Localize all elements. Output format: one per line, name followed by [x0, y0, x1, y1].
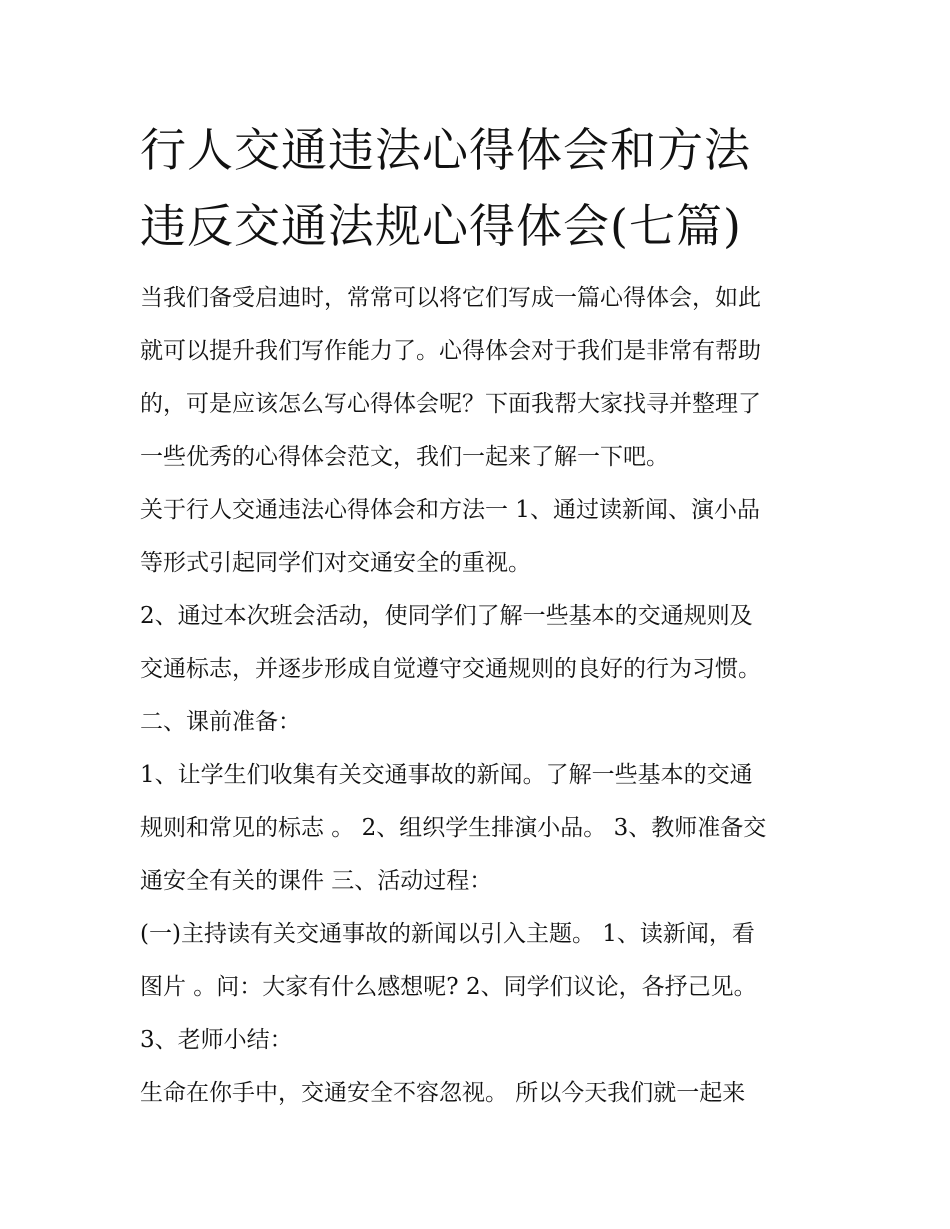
- body-line: 规则和常见的标志 。 2、组织学生排演小品。 3、教师准备交: [140, 815, 767, 841]
- body-line: 通安全有关的课件 三、活动过程：: [140, 868, 493, 894]
- body-line: 就可以提升我们写作能力了。心得体会对于我们是非常有帮助: [140, 338, 761, 364]
- title-line: 违反交通法规心得体会(七篇): [140, 199, 742, 253]
- body-line: 3、老师小结：: [140, 1027, 293, 1053]
- body-line: 1、让学生们收集有关交通事故的新闻。了解一些基本的交通: [140, 762, 753, 788]
- body-line: 交通标志，并逐步形成自觉遵守交通规则的良好的行为习惯。: [140, 656, 761, 682]
- body-line: (一)主持读有关交通事故的新闻以引入主题。 1、读新闻，看: [140, 921, 755, 947]
- body-line: 的，可是应该怎么写心得体会呢？下面我帮大家找寻并整理了: [140, 391, 761, 417]
- document-body: [140, 272, 815, 1120]
- body-line: 图片 。问：大家有什么感想呢? 2、同学们议论，各抒己见。: [140, 974, 757, 1000]
- body-line: 等形式引起同学们对交通安全的重视。: [140, 550, 531, 576]
- body-line: 2、通过本次班会活动，使同学们了解一些基本的交通规则及: [140, 603, 753, 629]
- body-line: 一些优秀的心得体会范文，我们一起来了解一下吧。: [140, 444, 669, 470]
- title-line: 行人交通违法心得体会和方法: [140, 123, 751, 177]
- body-line: 生命在你手中，交通安全不容忽视。 所以今天我们就一起来: [140, 1080, 746, 1106]
- body-line: 二、课前准备：: [140, 709, 301, 735]
- body-line: 当我们备受启迪时，常常可以将它们写成一篇心得体会，如此: [140, 285, 761, 311]
- body-line: 关于行人交通违法心得体会和方法一 1、通过读新闻、演小品: [140, 497, 760, 523]
- document-title: [140, 112, 820, 264]
